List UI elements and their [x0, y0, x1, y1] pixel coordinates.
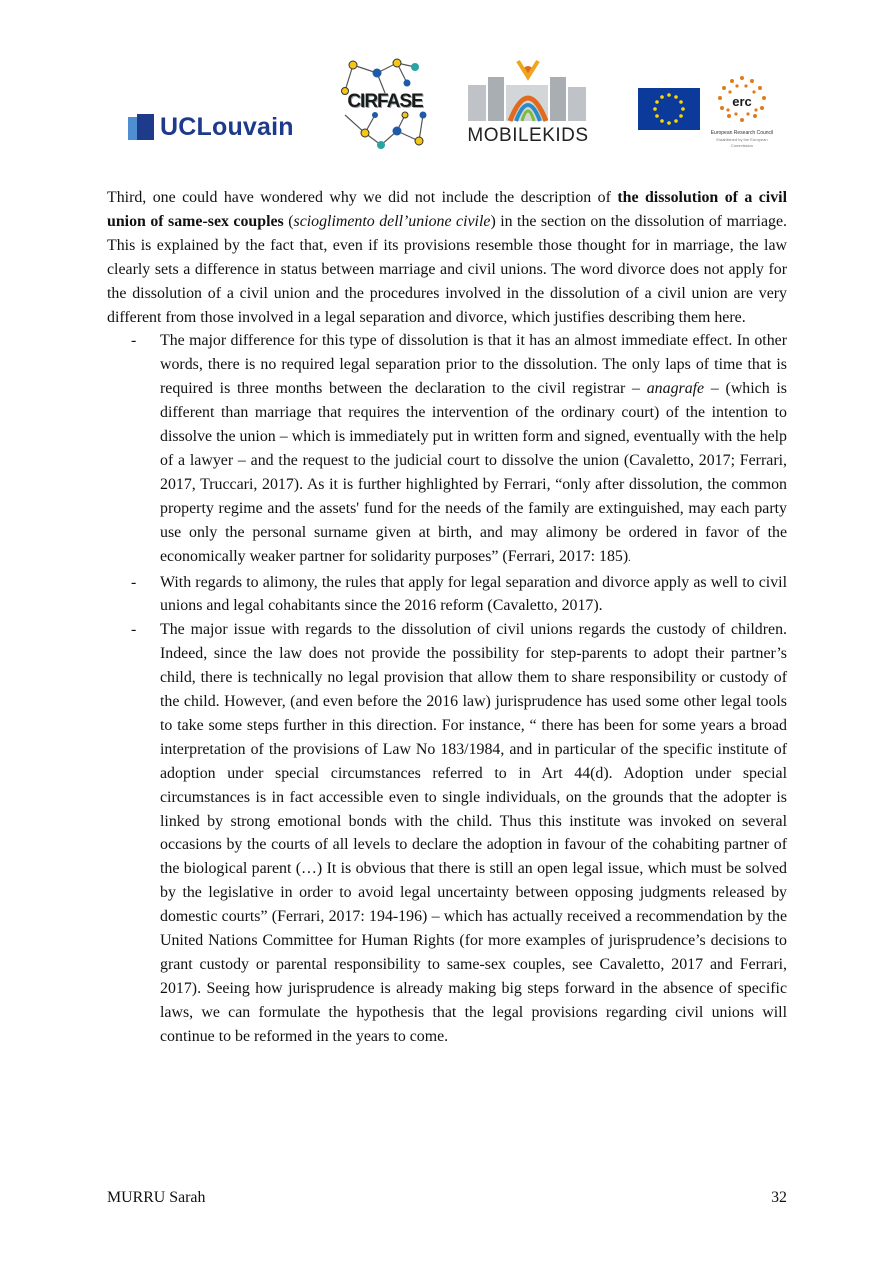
- erc-caption: European Research Council: [710, 130, 774, 136]
- mobilekids-logo: [458, 55, 598, 155]
- bold-term: the dissolution of a civil union of same-sex couples: [107, 189, 787, 230]
- footer-author: MURRU Sarah: [107, 1189, 206, 1206]
- bullet-dash: -: [131, 332, 137, 350]
- italic-term: anagrafe: [646, 380, 705, 398]
- page-body: [107, 186, 787, 1049]
- page-number: 32: [771, 1189, 787, 1206]
- list-item: - With regards to alimony, the rules that apply for legal separation and divorce apply as well to civil unions and legal cohabitants since the 2016 reform (Cavaletto, 2017).: [107, 571, 787, 619]
- bullet-dash: -: [131, 573, 137, 591]
- list-item: - The major difference for this type of dissolution is that it has an almost immediate effect. In other words, there is no required legal separation prior to the dissolution. The only laps of time that is required is three months between the declaration to the civil registrar – anagrafe – (which is different than marriage that requires the intervention of the ordinary court) of the intention to dissolve the union – which is immediately put in written form and signed, eventually with the help of a lawyer – and the request to the judicial court to dissolve the union (Cavaletto, 2017; Ferrari, 2017, Truccari, 2017). As it is further highlighted by Ferrari, “only after dissolution, the common property regime and the assets' fund for the needs of the family are extinguished, may each party use only the personal surname given at birth, and may alimony be ordered in favor of the economically weaker partner for solidarity purposes” (Ferrari, 2017: 185).: [107, 329, 787, 570]
- bullet-list: [107, 329, 787, 1048]
- buildings-family-icon: [458, 55, 598, 127]
- bullet-dash: -: [131, 621, 137, 639]
- cirfase-logo: [335, 53, 435, 153]
- cirfase-wordmark: CIRFASE: [347, 91, 423, 112]
- eu-flag-icon: [638, 88, 700, 130]
- italic-term: scioglimento dell’unione civile: [293, 212, 491, 230]
- erc-subcaption: Established by the European Commission: [716, 137, 768, 148]
- uclouvain-wordmark: UCLouvain: [160, 112, 294, 141]
- intro-paragraph: Third, one could have wondered why we did not include the description of the dissolution of a civil union of same-sex couples (scioglimento dell’unione civile) in the section on the dissolution of marriage. This is explained by the fact that, even if its provisions resemble those thought for in marriage, the law clearly sets a difference in status between marriage and civil unions. The word divorce does not apply for the dissolution of a civil union and the procedures involved in the dissolution of a civil union are very different from those involved in a legal separation and divorce, which justifies describing them here.: [107, 189, 787, 326]
- logo-header: [0, 50, 892, 160]
- mobilekids-wordmark: MOBILEKIDS: [467, 125, 589, 146]
- erc-logo: [706, 72, 778, 152]
- list-item: - The major issue with regards to the dissolution of civil unions regards the custody of children. Indeed, since the law does not provide the possibility for step-parents to adopt their partner’s child, there is technically no legal provision that allow them to share responsibility or custody of the child. However, (and even before the 2016 law) jurisprudence has used some other legal tools to take some steps further in this direction. For instance, “ there has been for some years a broad interpretation of the provisions of Law No 183/1984, and in particular of the specific institute of adoption under special circumstances referred to in Art 44(d). Adoption under special circumstances is in fact accessible even to single individuals, on the grounds that the adopter is linked by strong emotional bonds with the child. Thus this institute was invoked on several occasions by the courts of all levels to declare the adoption in favour of the cohabiting partner of the biological parent (…) It is obvious that there is still an open legal issue, which must be solved by the legislative in order to avoid legal uncertainty between opposing judgments released by domestic courts” (Ferrari, 2017: 194-196) – which has actually received a recommendation by the United Nations Committee for Human Rights (for more examples of jurisprudence’s decisions to grant custody or parental responsibility to same-sex couples, see Cavaletto, 2017 and Ferrari, 2017). Seeing how jurisprudence is already making big steps forward in the absence of specific laws, we can formulate the hypothesis that the legal provisions regarding civil unions will continue to be reformed in the years to come.: [107, 618, 787, 1048]
- erc-wordmark: erc: [732, 94, 752, 109]
- uclouvain-logo: [128, 112, 294, 142]
- uclouvain-mark-icon: [128, 114, 154, 140]
